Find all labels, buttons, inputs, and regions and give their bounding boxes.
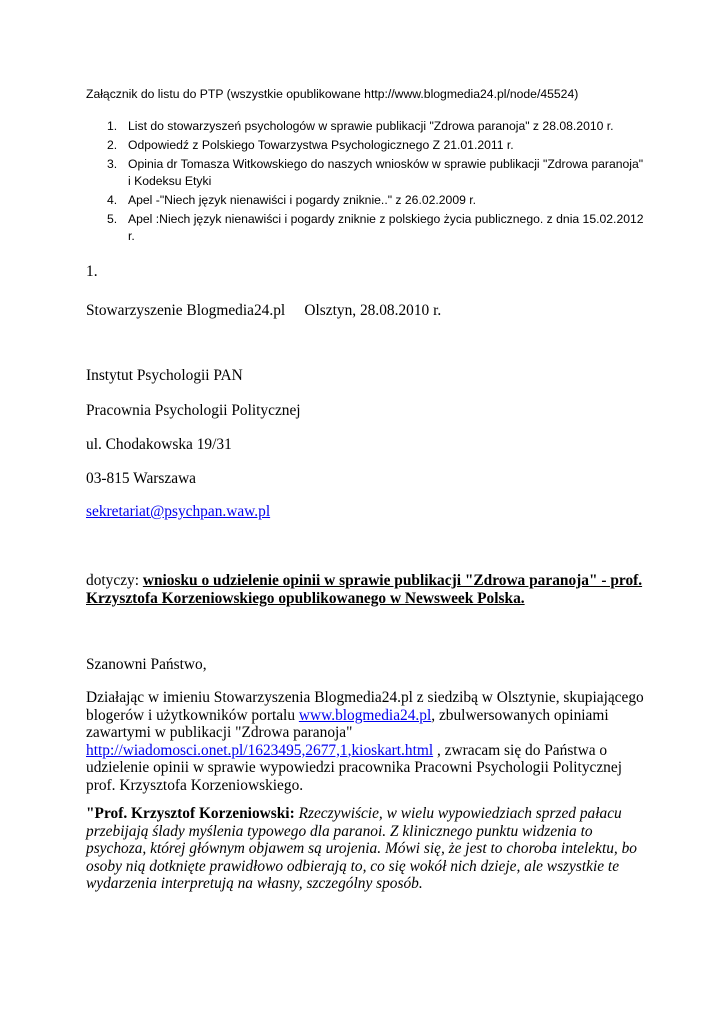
list-item: [86, 137, 646, 154]
list-item-text: Apel -"Niech język nienawiści i pogardy zniknie.." z 26.02.2009 r.: [128, 193, 477, 207]
list-item-number: 4.: [107, 193, 118, 207]
recipient-email-wrap: [86, 503, 270, 521]
blogmedia-link[interactable]: www.blogmedia24.pl: [298, 706, 432, 724]
subject-prefix: dotyczy:: [86, 572, 143, 589]
sender-line: Stowarzyszenie Blogmedia24.pl Olsztyn, 28.08.2010 r.: [86, 302, 442, 319]
body-text-3: , zwracam się do Państwa o udzielenie opinii w sprawie wypowiedzi pracownika Pracowni Psychologii Politycznej prof. Krzysztofa Korzeniowskiego.: [86, 741, 622, 794]
onet-article-link[interactable]: http://wiadomosci.onet.pl/1623495,2677,1,kioskart.html: [86, 741, 434, 759]
list-item-number: 1.: [107, 119, 118, 133]
list-item-text: Odpowiedź z Polskiego Towarzystwa Psychologicznego Z 21.01.2011 r.: [128, 138, 514, 152]
attachment-header: Załącznik do listu do PTP (wszystkie opublikowane http://www.blogmedia24.pl/node/45524): [86, 87, 579, 101]
list-item-text: Opinia dr Tomasza Witkowskiego do naszych wniosków w sprawie publikacji "Zdrowa paranoja" i Kodeksu Etyki: [128, 157, 644, 188]
quote-speaker: "Prof. Krzysztof Korzeniowski:: [86, 805, 295, 822]
quote-paragraph: [86, 805, 646, 893]
list-item-number: 5.: [107, 212, 118, 226]
list-item-number: 3.: [107, 157, 118, 171]
body-paragraph: [86, 689, 646, 794]
recipient-street: ul. Chodakowska 19/31: [86, 436, 232, 453]
recipient-email-link[interactable]: sekretariat@psychpan.waw.pl: [86, 503, 271, 520]
greeting: Szanowni Państwo,: [86, 656, 207, 673]
subject-line: [86, 572, 646, 607]
list-item-number: 2.: [107, 138, 118, 152]
recipient-department: Pracownia Psychologii Politycznej: [86, 402, 301, 419]
body-text-2: , zbulwersowanych opiniami zawartymi w publikacji "Zdrowa paranoja": [86, 706, 609, 741]
list-item-text: Apel :Niech język nienawiści i pogardy zniknie z polskiego życia publicznego. z dnia 15.02.2012 r.: [128, 212, 644, 243]
list-item: [86, 192, 646, 209]
list-item-text: List do stowarzyszeń psychologów w sprawie publikacji "Zdrowa paranoja" z 28.08.2010 r.: [128, 119, 614, 133]
list-item: [86, 118, 646, 135]
quote-text: Rzeczywiście, w wielu wypowiedziach sprzed pałacu przebijają ślady myślenia typowego dla paranoi. Z klinicznego punktu widzenia to psychoza, której głównym objawem są urojenia. Mówi się, że jest to choroba intelektu, bo osoby nią dotknięte prawidłowo odbierają to, co się wokół nich dzieje, ale wszystkie te wydarzenia interpretują na własny, szczególny sposób.: [86, 805, 637, 892]
list-item: [86, 156, 646, 190]
recipient-institution: Instytut Psychologii PAN: [86, 367, 243, 384]
recipient-city: 03-815 Warszawa: [86, 470, 197, 487]
subject-text: wniosku o udzielenie opinii w sprawie publikacji "Zdrowa paranoja" - prof. Krzysztofa Korzeniowskiego opublikowanego w Newsweek Polska.: [86, 572, 643, 607]
body-text-1: Działając w imieniu Stowarzyszenia Blogmedia24.pl z siedzibą w Olsztynie, skupiającego blogerów i użytkowników portalu: [86, 689, 644, 724]
letter-number: 1.: [86, 263, 98, 280]
list-item: [86, 211, 646, 245]
attachment-list: [86, 118, 646, 247]
